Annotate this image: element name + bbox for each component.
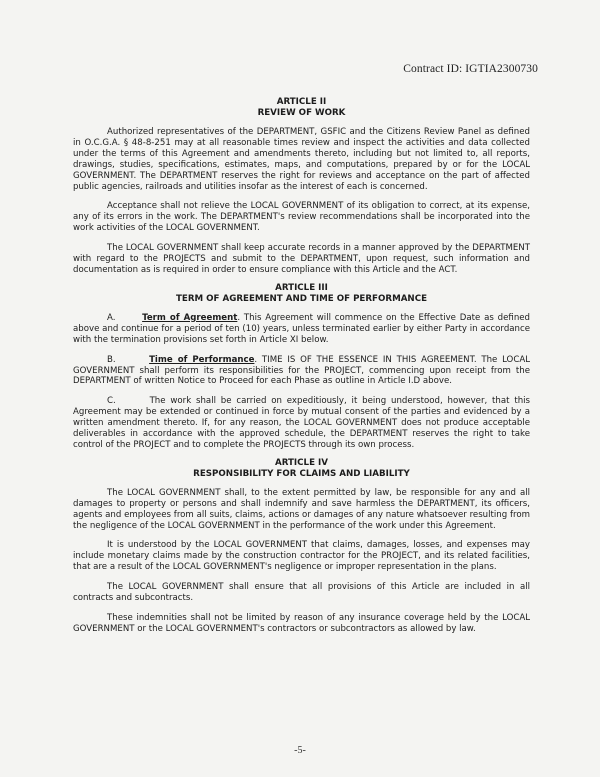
article-3-section-c: [73, 396, 530, 451]
article-2-subtitle: REVIEW OF WORK: [257, 108, 346, 118]
article-3-heading: [73, 283, 530, 305]
section-b-text: . TIME IS OF THE ESSENCE IN THIS AGREEMENT. The LOCAL GOVERNMENT shall perform its responsibilities for the PROJECT, commencing upon receipt from the DEPARTMENT of written Notice to Proceed for each Phase as outline in Article I.D above.: [73, 354, 530, 387]
section-b-marker: B.: [107, 354, 116, 365]
article-4-paragraph-2: It is understood by the LOCAL GOVERNMENT that claims, damages, losses, and expenses may include monetary claims made by the construction contractor for the PROJECT, and its related facilities, that are a result of the LOCAL GOVERNMENT's negligence or improper representation in the plans.: [73, 540, 530, 573]
article-3-subtitle: TERM OF AGREEMENT AND TIME OF PERFORMANCE: [175, 293, 428, 304]
section-b-term: Time of Performance: [149, 354, 255, 365]
article-4-subtitle: RESPONSIBILITY FOR CLAIMS AND LIABILITY: [193, 468, 410, 479]
page-number: -5-: [294, 745, 306, 756]
section-a-marker: A.: [107, 312, 116, 323]
section-c-marker: C.: [107, 396, 116, 407]
article-2-paragraph-3: The LOCAL GOVERNMENT shall keep accurate records in a manner approved by the DEPARTMENT with regard to the PROJECTS and submit to the DEPARTMENT, upon request, such information and documentation as is required in order to ensure compliance with this Article and the ACT.: [73, 243, 530, 275]
article-2-title: ARTICLE II: [276, 97, 327, 107]
section-c-text: The work shall be carried on expeditiously, it being understood, however, that this Agreement may be extended or continued in force by mutual consent of the parties and evidenced by a written amendment thereto. If, for any reason, the LOCAL GOVERNMENT does not produce acceptable deliverables in accordance with the approved schedule, the DEPARTMENT reserves the right to take control of the PROJECT and to complete the PROJECTS through its own process.: [73, 396, 531, 450]
section-a-text: . This Agreement will commence on the Effective Date as defined above and continue for a period of ten (10) years, unless terminated earlier by either Party in accordance with the termination provisions set forth in Article XI below.: [73, 312, 531, 345]
article-2-paragraph-1: Authorized representatives of the DEPARTMENT, GSFIC and the Citizens Review Panel as defined in O.C.G.A. § 48-8-251 may at all reasonable times review and inspect the activities and data collected under the terms of this Agreement and amendments thereto, including but not limited to, all reports, drawings, studies, specifications, estimates, maps, and computations, prepared by or for the LOCAL GOVERNMENT. The DEPARTMENT reserves the right for reviews and acceptance on the part of affected public agencies, railroads and utilities insofar as the interest of each is concerned.: [73, 127, 530, 192]
contract-id: Contract ID: IGTIA2300730: [403, 63, 538, 75]
article-3-title: ARTICLE III: [275, 282, 328, 293]
article-2-paragraph-2: Acceptance shall not relieve the LOCAL GOVERNMENT of its obligation to correct, at its expense, any of its errors in the work. The DEPARTMENT's review recommendations shall be incorporated into the work activities of the LOCAL GOVERNMENT.: [73, 201, 530, 234]
article-4-title: ARTICLE IV: [274, 457, 328, 468]
section-a-term: Term of Agreement: [142, 312, 238, 323]
article-3-section-b: [73, 355, 530, 388]
article-3-section-a: [73, 313, 530, 346]
article-2-heading: [73, 97, 530, 119]
article-4-heading: [73, 458, 530, 480]
article-4-paragraph-1: The LOCAL GOVERNMENT shall, to the extent permitted by law, be responsible for any and all damages to property or persons and shall indemnify and save harmless the DEPARTMENT, its officers, agents and employees from all suits, claims, actions or damages of any nature whatsoever resulting from the negligence of the LOCAL GOVERNMENT in the performance of the work under this Agreement.: [73, 487, 530, 531]
article-4-paragraph-4: These indemnities shall not be limited by reason of any insurance coverage held by the LOCAL GOVERNMENT or the LOCAL GOVERNMENT's contractors or subcontractors as allowed by law.: [73, 613, 530, 634]
document-body: [73, 97, 530, 635]
article-4-paragraph-3: The LOCAL GOVERNMENT shall ensure that all provisions of this Article are included in all contracts and subcontracts.: [73, 582, 530, 604]
